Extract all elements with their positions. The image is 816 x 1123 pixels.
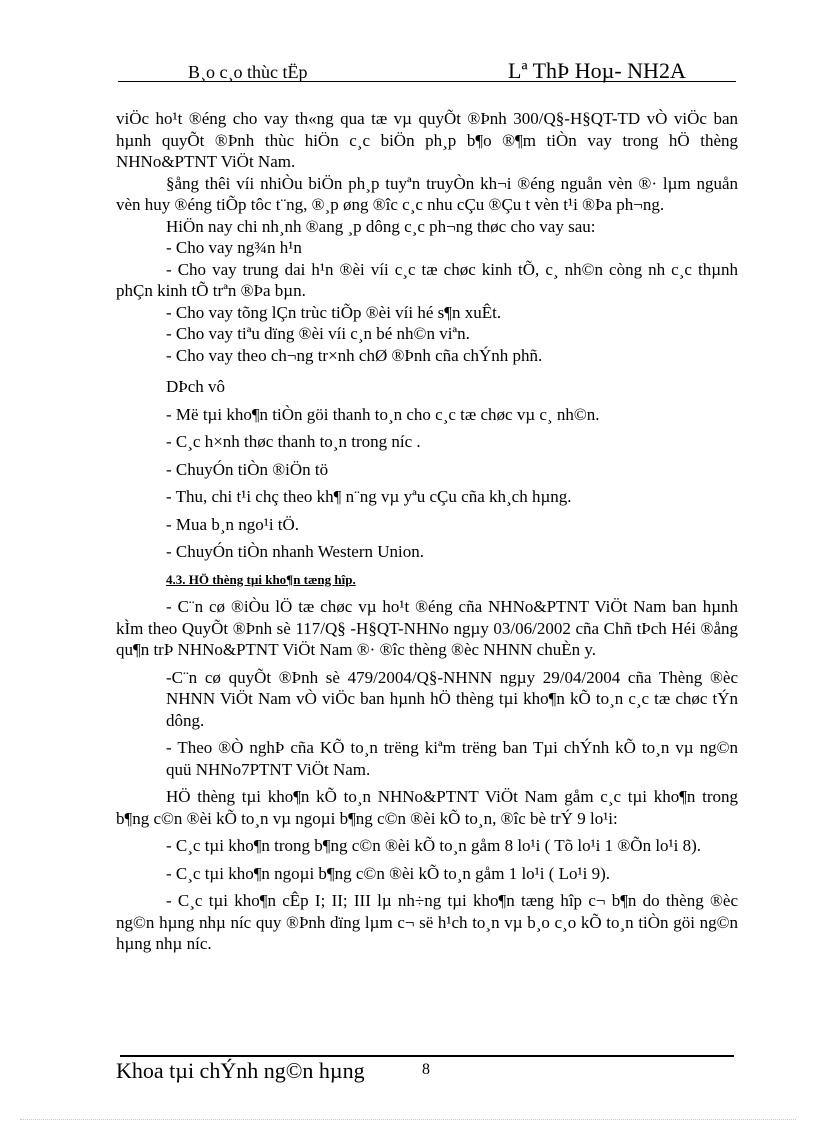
body-paragraph: -C¨n cø quyÕt ®Þnh sè 479/2004/Q§-NHNN ngµy 29/04/2004 cña Thèng ®èc NHNN ViÖt Nam vÒ viÖc ban hµnh hÖ thèng tµi kho¶n kÕ to¸n c¸c tæ chøc tÝn dông.	[166, 667, 738, 730]
body-paragraph: HiÖn nay chi nh¸nh ®ang ¸p dông c¸c ph¬ng thøc cho vay sau:	[166, 216, 596, 236]
body-paragraph: viÖc ho¹t ®éng cho vay th«ng qua tæ vµ quyÕt ®Þnh 300/Q§-H§QT-TD vÒ viÖc ban hµnh quyÕt ®Þnh thùc hiÖn c¸c biÖn ph¸p b¶o ®¶m tiÒn vay trong hÖ thèng NHNo&PTNT ViÖt Nam.	[116, 109, 738, 171]
header-author: Lª ThÞ Hoµ- NH2A	[508, 58, 686, 83]
list-item: - Thu, chi t¹i chç theo kh¶ n¨ng vµ yªu cÇu cña kh¸ch hµng.	[166, 487, 572, 506]
list-item: - C¸c tµi kho¶n ngoµi b¶ng c©n ®èi kÕ to¸n gåm 1 lo¹i ( Lo¹i 9).	[166, 863, 611, 883]
body-paragraph: §ång thêi víi nhiÒu biÖn ph¸p tuyªn truyÒn kh¬i ®éng nguån vèn ®· lµm nguån vèn huy ®éng tiÕp tôc t¨ng, ®¸p øng ®îc c¸c nhu cÇu ®Çu t vèn t¹i ®Þa ph¬ng.	[116, 173, 738, 214]
list-item: - Cho vay theo ch¬ng tr×nh chØ ®Þnh cña chÝnh phñ.	[166, 345, 543, 365]
footer-rule	[120, 1055, 734, 1057]
body-paragraph: - Theo ®Ò nghÞ cña KÕ to¸n trëng kiªm trëng ban Tµi chÝnh kÕ to¸n vµ ng©n quü NHNo7PTNT ViÖt Nam.	[166, 738, 738, 779]
footer-department: Khoa tµi chÝnh ng©n hµng	[116, 1058, 365, 1083]
list-item: - Mua b¸n ngo¹i tÖ.	[166, 514, 300, 534]
list-item: - Cho vay tõng lÇn trùc tiÕp ®èi víi hé s¶n xuÊt.	[166, 302, 502, 322]
body-paragraph: - C¨n cø ®iÒu lÖ tæ chøc vµ ho¹t ®éng cña NHNo&PTNT ViÖt Nam ban hµnh kÌm theo QuyÕt ®Þnh sè 117/Q§ -H§QT-NHNo ngµy 03/06/2002 cña Chñ tÞch Héi ®ång qu¶n trÞ NHNo&PTNT ViÖt Nam ®· ®îc thèng ®èc NHNN chuÈn y.	[116, 597, 738, 659]
header-report-title: B¸o c¸o thùc tËp	[188, 62, 308, 82]
list-item: - Cho vay trung dai h¹n ®èi víi c¸c tæ chøc kinh tÕ, c¸ nh©n còng nh c¸c thµnh phÇn kinh tÕ trªn ®Þa bµn.	[116, 259, 738, 300]
section-label-services: DÞch vô	[166, 377, 226, 396]
document-body	[116, 108, 738, 955]
page-edge-divider	[20, 1119, 796, 1120]
body-paragraph: - C¸c tµi kho¶n cÊp I; II; III lµ nh÷ng tµi kho¶n tæng hîp c¬ b¶n do thèng ®èc ng©n hµng nhµ níc quy ®Þnh dïng lµm c¬ së h¹ch to¸n vµ b¸o c¸o kÕ to¸n tiÒn göi ng©n hµng nhµ níc.	[116, 891, 738, 953]
list-item: - C¸c h×nh thøc thanh to¸n trong níc .	[166, 432, 421, 451]
list-item: - C¸c tµi kho¶n trong b¶ng c©n ®èi kÕ to¸n gåm 8 lo¹i ( Tõ lo¹i 1 ®Õn lo¹i 8).	[166, 836, 702, 855]
list-item: - ChuyÓn tiÒn ®iÖn tö	[166, 459, 329, 479]
section-heading: 4.3. HÖ thèng tµi kho¶n tæng hîp.	[166, 571, 356, 587]
list-item: - Cho vay tiªu dïng ®èi víi c¸n bé nh©n viªn.	[166, 324, 470, 343]
list-item: - Më tµi kho¶n tiÒn göi thanh to¸n cho c¸c tæ chøc vµ c¸ nh©n.	[166, 404, 600, 424]
header-rule	[118, 81, 736, 82]
page-number: 8	[422, 1061, 430, 1078]
body-paragraph: HÖ thèng tµi kho¶n kÕ to¸n NHNo&PTNT ViÖt Nam gåm c¸c tµi kho¶n trong b¶ng c©n ®èi kÕ to¸n vµ ngoµi b¶ng c©n ®èi kÕ to¸n, ®îc bè trÝ 9 lo¹i:	[116, 787, 738, 828]
list-item: - Cho vay ng¾n h¹n	[166, 238, 302, 257]
list-item: - ChuyÓn tiÒn nhanh Western Union.	[166, 542, 425, 561]
